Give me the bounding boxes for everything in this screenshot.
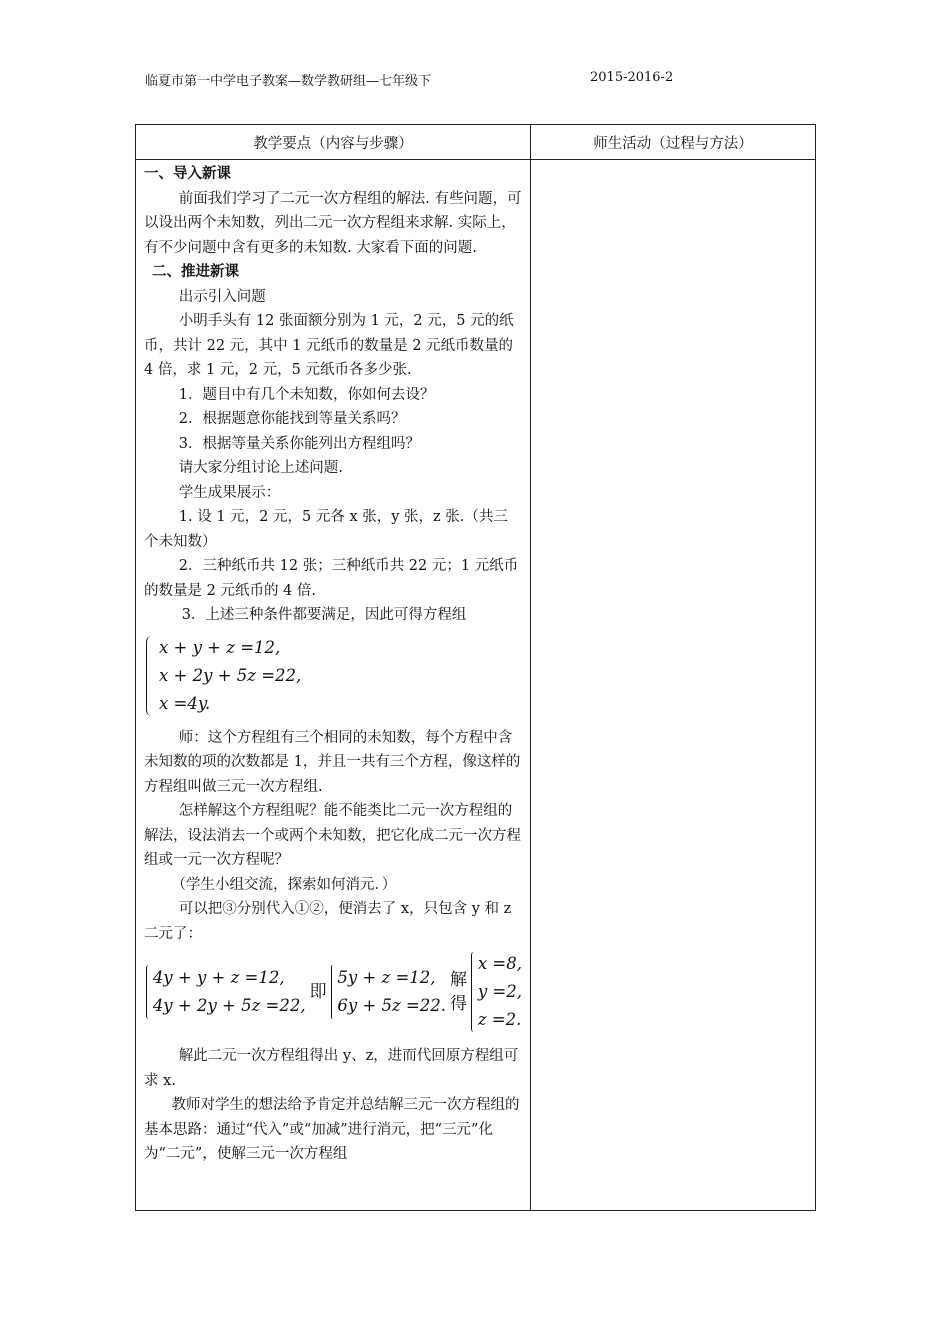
content-cell <box>136 160 531 1211</box>
word-ji: 即 <box>309 981 327 1002</box>
equation-line: x =4y. <box>159 693 211 713</box>
question-item: 1．题目中有几个未知数，你如何去设？ <box>178 386 435 403</box>
brace <box>331 965 334 1019</box>
activity-cell <box>531 160 816 1211</box>
paragraph: 师：这个方程组有三个相同的未知数，每个方程中含未知数的项的次数都是 1，并且一共有三个方程，像这样的方程组叫做三元一次方程组. <box>144 729 521 795</box>
paragraph: 前面我们学习了二元一次方程组的解法. 有些问题，可以设出两个未知数，列出二元一次方程组来求解. 实际上，有不少问题中含有更多的未知数. 大家看下面的问题. <box>144 190 522 256</box>
paragraph: 小明手头有 12 张面额分别为 1 元，2 元，5 元的纸币，共计 22 元，其中 1 元纸币的数量是 2 元纸币数量的 4 倍，求 1 元，2 元，5 元纸币各多少张. <box>144 313 514 378</box>
word-jiede: 解得 <box>450 969 468 1014</box>
paragraph: 请大家分组讨论上述问题. <box>178 460 343 476</box>
equation-line: x + y + z =12, <box>159 637 281 657</box>
paragraph: （学生小组交流，探索如何消元．） <box>171 876 397 893</box>
equation-line: 6y + 5z =22. <box>337 996 447 1015</box>
answer-item: 3．上述三种条件都要满足，因此可得方程组 <box>181 607 467 623</box>
question-item: 3．根据等量关系你能列出方程组吗？ <box>178 435 421 452</box>
paragraph: 出示引入问题 <box>178 288 266 305</box>
brace <box>146 636 155 716</box>
answer-item: 2．三种纸币共 12 张；三种纸币共 22 元；1 元纸币的数量是 2 元纸币的 4 倍. <box>144 558 519 599</box>
paragraph: 学生成果展示： <box>178 484 281 501</box>
paragraph: 解此二元一次方程组得出 y、z，进而代回原方程组可求 x. <box>144 1048 519 1089</box>
equation-row <box>146 950 522 1034</box>
equation-line: 5y + z =12, <box>337 968 436 987</box>
equation-line: z =2. <box>477 1010 522 1029</box>
header-title: 临夏市第一中学电子教案—数学教研组—七年级下 <box>145 74 432 89</box>
equation-line: 4y + y + z =12, <box>152 968 285 987</box>
equation-system-1 <box>146 634 522 718</box>
section-heading-new: 二、推进新课 <box>152 264 239 280</box>
lesson-table <box>135 124 816 1211</box>
equation-line: x =8, <box>477 954 522 973</box>
answer-item: 1. 设 1 元，2 元，5 元各 x 张，y 张，z 张.（共三个未知数） <box>144 509 508 550</box>
column-header-content: 教学要点（内容与步骤） <box>136 125 531 160</box>
column-header-activity: 师生活动（过程与方法） <box>531 125 816 160</box>
equation-line: 4y + 2y + 5z =22, <box>152 996 306 1015</box>
header-term: 2015-2016-2 <box>590 70 674 85</box>
paragraph: 可以把③分别代入①②，便消去了 x，只包含 y 和 z 二元了： <box>144 901 512 942</box>
section-heading-intro: 一、导入新课 <box>144 166 231 182</box>
brace <box>146 965 149 1019</box>
equation-line: x + 2y + 5z =22, <box>159 665 302 685</box>
question-item: 2．根据题意你能找到等量关系吗？ <box>178 411 406 427</box>
paragraph: 怎样解这个方程组呢？能不能类比二元一次方程组的解法，设法消去一个或两个未知数，把它化成二元一次方程组或一元一次方程呢？ <box>144 803 521 868</box>
paragraph: 教师对学生的想法给予肯定并总结解三元一次方程组的基本思路：通过“代入”或“加减”进行消元，把“三元”化为“二元”，使解三元一次方程组 <box>144 1097 520 1162</box>
brace <box>471 952 474 1032</box>
equation-line: y =2, <box>477 982 522 1001</box>
